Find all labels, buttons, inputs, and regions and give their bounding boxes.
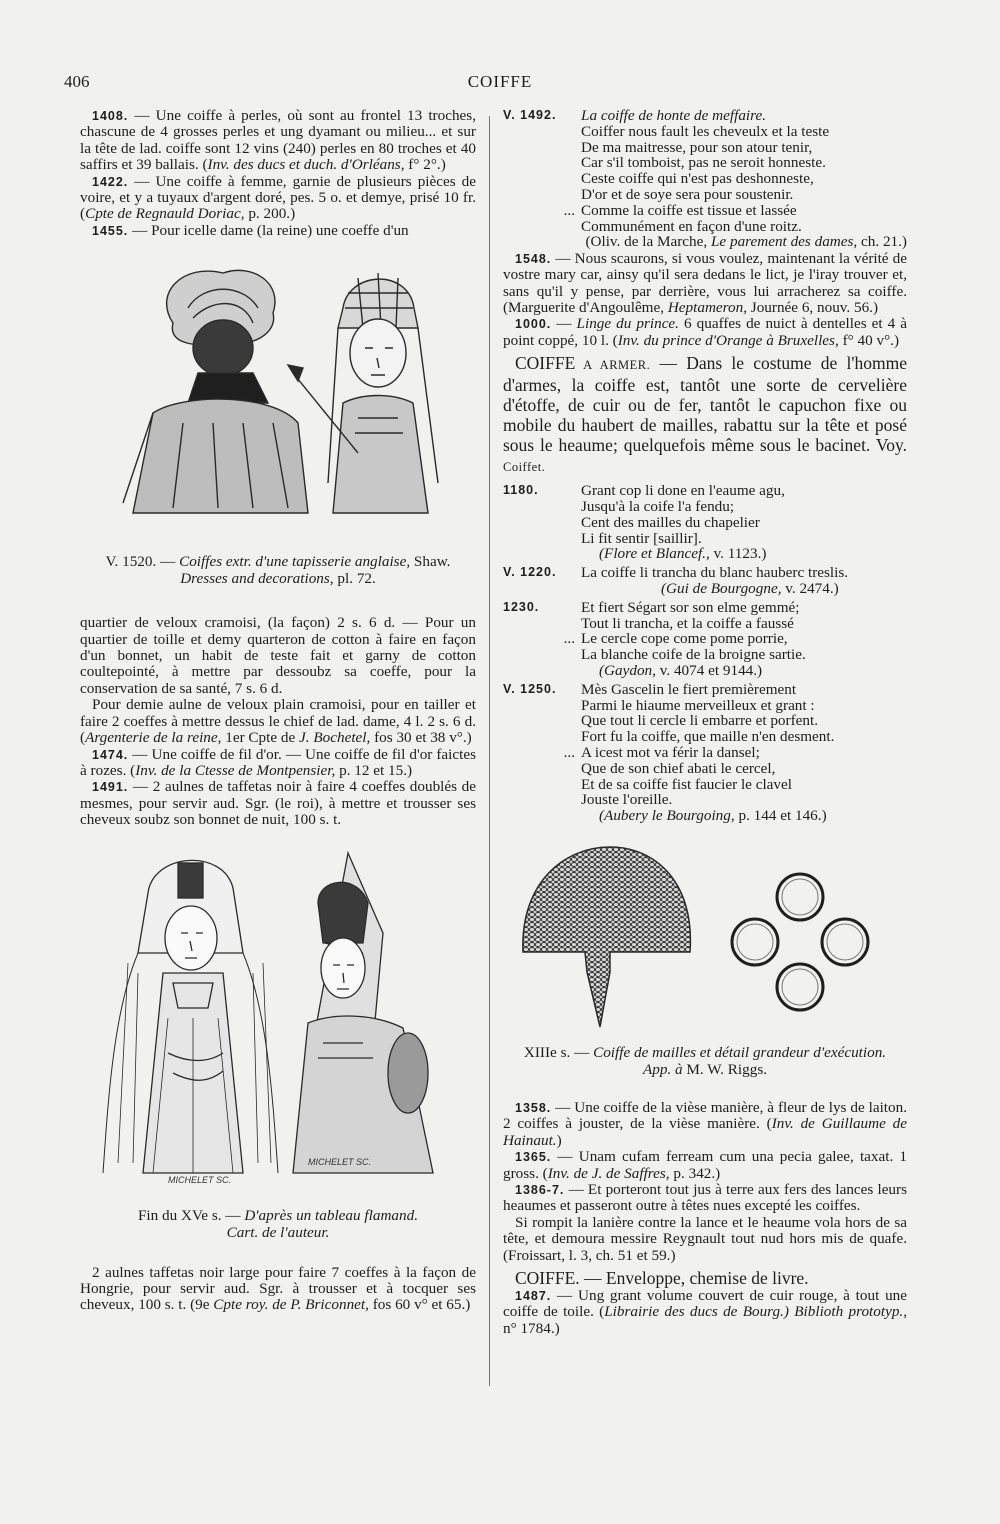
verse-line: Et fiert Ségart sor son elme gemmé; <box>581 598 800 616</box>
figure-3-caption-line2: App. à M. W. Riggs. <box>642 1060 768 1078</box>
verse-source: (Flore et Blancef., v. 1123.) <box>599 545 767 563</box>
verse-line: D'or et de soye sera pour soustenir. <box>581 185 794 203</box>
verse-line: Tout li trancha, et la coiffe a faussé <box>581 614 794 632</box>
verse-1492-label: V. 1492. <box>503 108 557 122</box>
verse-1492-title: La coiffe de honte de meffaire. <box>581 107 767 124</box>
figure-2-caption-line2: Cart. de l'auteur. <box>226 1223 330 1241</box>
verse-line: Car s'il tomboist, pas ne seroit honneste. <box>581 154 826 172</box>
verse-line: Grant cop li done en l'eaume agu, <box>581 482 785 500</box>
entry-1422: 1422. — Une coiffe à femme, garnie de plusieurs pièces de voire, et y a tuyaux d'argent doré, pes. 5 o. et demye, prisé 10 fr. (Cpte de Regnauld Doriac, p. 200.) <box>80 172 476 223</box>
entry-1455: 1455. — Pour icelle dame (la reine) une coeffe d'un <box>92 221 409 239</box>
verse-1180: 1180. Grant cop li done en l'eaume agu, Jusqu'à la coife l'a fendu; Cent des mailles du chapelier Li fit sentir [saillir]. (Flore et Blancef., v. 1123.) <box>503 483 907 562</box>
entry-1386: 1386-7. — Et porteront tout jus à terre aux fers des lances leurs heaumes et passeront outre à têtes nues excepté les coiffes. <box>503 1180 907 1215</box>
page-header <box>0 72 1000 98</box>
figure-tapestry-coiffes <box>93 253 463 543</box>
verse-source: (Gaydon, v. 4074 et 9144.) <box>599 661 763 679</box>
right-column <box>503 108 907 1337</box>
verse-line: Coiffer nous fault les cheveulx et la teste <box>581 122 830 140</box>
verse-line: Que tout li cercle li embarre et porfent. <box>581 712 818 730</box>
verse-source: (Gui de Bourgogne, v. 2474.) <box>661 580 839 597</box>
figure-2-caption: Fin du XVe s. — D'après un tableau flamand. <box>137 1206 418 1224</box>
figure-flemish-coiffes <box>93 843 463 1193</box>
verse-source: (Aubery le Bourgoing, p. 144 et 146.) <box>599 807 827 825</box>
page-number: 406 <box>64 72 90 91</box>
running-title: COIFFE <box>467 72 533 91</box>
figure-1-caption-line2: Dresses and decorations, pl. 72. <box>180 570 376 588</box>
verse-line: Et de sa coiffe fist faucier le clavel <box>581 775 792 793</box>
figure-1-caption: V. 1520. — Coiffes extr. d'une tapisserie anglaise, Shaw. <box>105 553 451 571</box>
verse-1230: 1230. Et fiert Ségart sor son elme gemmé; Tout li trancha, et la coiffe a faussé ... Le cercle cope come pome porrie, La blanche coife de la broigne sartie. (Gaydon, v. 4074 et 9144.) <box>503 600 907 679</box>
verse-1492-source: (Oliv. de la Marche, Le parement des dames, ch. 21.) <box>585 233 907 251</box>
verse-line: Que de son chief abati le cercel, <box>581 759 776 777</box>
left-column <box>80 108 476 1314</box>
verse-line: Jouste l'oreille. <box>581 791 673 809</box>
engraver-signature-2: MICHELET SC. <box>308 1156 372 1167</box>
article-heading: COIFFE. <box>515 1268 580 1289</box>
figure-3-caption: XIIIe s. — Coiffe de mailles et détail grandeur d'exécution. <box>523 1043 887 1061</box>
entry-1000: 1000. — Linge du prince. 6 quaffes de nuict à dentelles et 4 à point coppé, 10 l. (Inv. du prince d'Orange à Bruxelles, f° 40 v°.) <box>503 315 907 349</box>
verse-line: A icest mot va férir la dansel; <box>581 743 760 761</box>
entry-1455-continued: quartier de veloux cramoisi, (la façon) 2 s. 6 d. — Pour un quartier de toille et demy quarteron de cotton à faire en façon d'un bonnet, un habit de teste fait et garny de cotton coultepointé, à mettre par dessoubz sa coeffe, pour la conservation de sa santé, 7 s. 6 d. <box>80 614 476 697</box>
entry-1487: 1487. — Ung grant volume couvert de cuir rouge, à tout une coiffe de toile. (Librairie des ducs de Bourg.) Biblioth prototyp., n° 1784.) <box>503 1287 908 1337</box>
entry-1358: 1358. — Une coiffe de la vièse manière, à fleur de lys de laiton. 2 coiffes à jouster, de la vièse manière. (Inv. de Guillaume de Hainaut.) <box>503 1098 907 1149</box>
verse-line: Mès Gascelin le fiert premièrement <box>581 680 797 698</box>
entry-1548: 1548. — Nous scaurons, si vous voulez, maintenant la vérité de vostre mary car, ainsy qu'il sera dedans le lict, je l'iray trouver et, sans qu'il y pense, par derrière, vous lui arracherez sa coiffe. (Marguerite d'Angoulême, Heptameron, Journée 6, nouv. 56.) <box>503 249 907 316</box>
cross-reference: Coiffet. <box>503 460 546 475</box>
verse-1220: V. 1220. La coiffe li trancha du blanc hauberc treslis. (Gui de Bourgogne, v. 2474.) <box>503 565 907 597</box>
entry-1408: 1408. — Une coiffe à perles, où sont au frontel 13 troches, chascune de 4 grosses perles et ung dyamant ou milieu... et sur la tête de lad. coiffe sont 12 vins (240) perles en 80 troches et 40 saffirs et 39 ballais. (Inv. des ducs et duch. d'Orléans, f° 2°.) <box>80 107 476 174</box>
verse-line: Fort fu la coiffe, que maille n'en desment. <box>581 728 835 746</box>
figure-mail-coif <box>505 842 905 1042</box>
verse-line: Li fit sentir [saillir]. <box>581 529 702 547</box>
entry-1491-continued: 2 aulnes taffetas noir large pour faire 7 coeffes à la façon de Hongrie, pour servir aud. Sgr. à trousser et à tocquer ses cheveux, 100 s. t. (9e Cpte roy. de P. Briconnet, fos 60 v° et 65.) <box>80 1263 476 1314</box>
verse-line: Jusqu'à la coife l'a fendu; <box>581 498 735 516</box>
verse-line: Communément en façon d'une roitz. <box>581 217 802 235</box>
entry-1455-para2: Pour demie aulne de veloux plain cramoisi, pour en tailler et faire 2 coeffes à mettre dessus le chief de lad. dame, 4 l. 2 s. 6 d. (Argenterie de la reine, 1er Cpte de J. Bochetel, fos 30 et 38 v°.) <box>80 696 476 747</box>
verse-line: Ceste coiffe qui n'est pas deshonneste, <box>581 170 814 188</box>
verse-1250: V. 1250. Mès Gascelin le fiert premièrement Parmi le hiaume merveilleux et grant : Que tout li cercle li embarre et porfent. Fort fu la coiffe, que maille n'en desment. ... A icest mot va férir la dansel; Que de son chief abati le cercel, Et de sa coiffe fist faucier le clavel Jouste l'oreille. (Aubery le Bourgoing, p. 144 et 146.) <box>503 682 907 824</box>
entry-1386-continued: Si rompit la lanière contre la lance et le heaume vola hors de sa tête, et demoura messire Reygnault tout nud hors mis de quafe. (Froissart, l. 3, ch. 51 et 59.) <box>503 1213 907 1264</box>
verse-line: Comme la coiffe est tissue et lassée <box>581 201 797 219</box>
verse-line: La blanche coife de la broigne sartie. <box>581 646 806 664</box>
verse-ellipsis: ... <box>563 201 575 219</box>
verse-line: Cent des mailles du chapelier <box>581 513 760 531</box>
verse-line: De ma maitresse, pour son atour tenir, <box>581 138 813 156</box>
entry-1491: 1491. — 2 aulnes de taffetas noir à faire 4 coeffes doublés de mesmes, pour servir aud. Sgr. (le roi), à mettre et trousser ses cheveux soubz son bonnet de nuit, 100 s. t. <box>80 778 476 829</box>
article-coiffe-a-armer: COIFFE A ARMER. — Dans le costume de l'homme d'armes, la coiffe est, tantôt une sorte de cervelière d'étoffe, de cuir ou de fer, tantôt le capuchon fixe ou mobile du haubert de mailles, rabattu sur la tête et posé sous le heaume; quelquefois même sous le bacinet. Voy. Coiffet. <box>503 353 907 475</box>
verse-line: La coiffe li trancha du blanc hauberc treslis. <box>581 564 849 582</box>
article-heading: COIFFE <box>515 353 576 374</box>
article-coiffe-livre: COIFFE. — Enveloppe, chemise de livre. <box>515 1268 809 1289</box>
entry-1474: 1474. — Une coiffe de fil d'or. — Une coiffe de fil d'or faictes à rozes. (Inv. de la Ctesse de Montpensier, p. 12 et 15.) <box>80 745 476 779</box>
engraver-signature-1: MICHELET SC. <box>168 1174 232 1185</box>
verse-line: Parmi le hiaume merveilleux et grant : <box>581 696 815 714</box>
column-rule <box>489 116 490 1386</box>
verse-line: Le cercle cope come pome porrie, <box>581 630 788 648</box>
verse-1492 <box>503 108 907 234</box>
entry-1365: 1365. — Unam cufam ferream cum una pecia galee, taxat. 1 gross. (Inv. de J. de Saffres, p. 342.) <box>503 1148 907 1182</box>
